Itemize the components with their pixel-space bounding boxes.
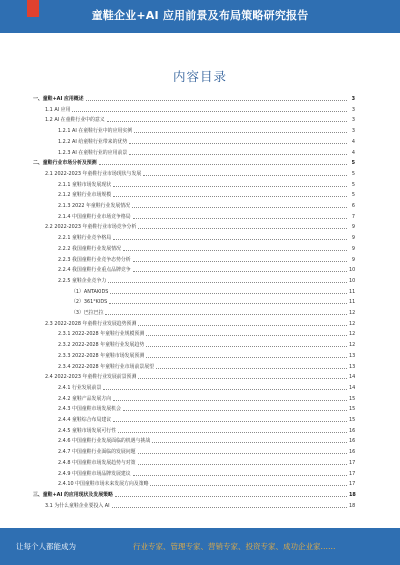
toc-leader-dots xyxy=(109,303,347,304)
toc-entry-label: 2.3.2 2022-2028 年童鞋行业发展趋势 xyxy=(58,342,145,349)
toc-leader-dots xyxy=(146,335,347,336)
toc-leader-dots xyxy=(143,175,347,176)
toc-entry-page: 15 xyxy=(349,406,356,413)
toc-entry-page: 7 xyxy=(351,213,355,220)
toc-leader-dots xyxy=(123,410,347,411)
toc-entry[interactable] xyxy=(58,436,355,444)
toc-entry-page: 9 xyxy=(351,256,355,263)
toc-entry-label: （1）ANTAKIDS xyxy=(71,288,109,295)
toc-entry-page: 13 xyxy=(349,352,356,359)
toc-entry-page: 15 xyxy=(349,395,356,402)
toc-entry-label: 二、童鞋行业市场分析及预测 xyxy=(33,160,97,167)
toc-entry[interactable] xyxy=(58,201,355,209)
toc-leader-dots xyxy=(110,293,347,294)
toc-entry-page: 4 xyxy=(351,149,355,156)
toc-entry-label: 1.2 AI 在童鞋行业中的意义 xyxy=(45,117,105,124)
toc-entry-label: （3）巴拉巴拉 xyxy=(71,310,104,316)
toc-entry-label: 2.1.1 童鞋市场发展现状 xyxy=(58,181,112,188)
toc-leader-dots xyxy=(138,228,347,229)
toc-entry-label: 2.2.4 我国童鞋行业重点品牌竞争 xyxy=(58,267,131,274)
toc-entry-label: 2.4.3 中国童鞋市场发展机会 xyxy=(58,406,121,413)
toc-entry[interactable] xyxy=(58,233,355,241)
toc-entry-label: 2.1.3 2022 年童鞋行业发展情况 xyxy=(58,203,131,209)
toc-entry-page: 13 xyxy=(349,363,356,370)
toc-leader-dots xyxy=(115,496,347,497)
toc-entry-page: 11 xyxy=(349,288,356,295)
toc-entry-page: 16 xyxy=(349,438,356,445)
toc-entry[interactable] xyxy=(58,479,355,487)
toc-entry[interactable] xyxy=(58,362,355,370)
toc-entry[interactable] xyxy=(58,180,355,188)
toc-entry[interactable] xyxy=(71,297,355,305)
toc-entry-page: 9 xyxy=(351,245,355,252)
toc-entry-page: 12 xyxy=(349,320,356,327)
toc-entry[interactable] xyxy=(45,501,355,509)
toc-entry[interactable] xyxy=(58,383,355,391)
toc-entry-label: 1.2.2 AI 给童鞋行业带来的优势 xyxy=(58,138,128,145)
toc-entry[interactable] xyxy=(58,394,355,402)
toc-entry-label: 2.4.9 中国童鞋市场品牌发展建议 xyxy=(58,470,131,477)
toc-entry[interactable] xyxy=(33,158,355,166)
toc-leader-dots xyxy=(129,143,347,144)
toc-entry-label: 2.3.1 2022-2028 年童鞋行业规模预测 xyxy=(58,331,145,338)
toc-entry-page: 17 xyxy=(349,459,356,466)
toc-entry-label: 三、童鞋+AI 的应用现状及发展策略 xyxy=(33,491,113,498)
toc-entry-page: 3 xyxy=(351,117,355,124)
toc-leader-dots xyxy=(113,239,347,240)
toc-entry[interactable] xyxy=(58,447,355,455)
toc-leader-dots xyxy=(133,475,347,476)
report-title: 童鞋企业+AI 应用前景及布局策略研究报告 xyxy=(91,9,309,22)
toc-entry[interactable] xyxy=(33,490,355,498)
toc-entry-label: 2.4.6 中国童鞋行业发展面临的机遇与挑战 xyxy=(58,438,151,445)
toc-entry-label: 2.4 2022-2023 年童鞋行业发展前景预测 xyxy=(45,374,137,381)
toc-entry-page: 14 xyxy=(349,374,356,381)
toc-entry-page: 6 xyxy=(351,203,355,209)
toc-entry-page: 5 xyxy=(351,170,355,177)
toc-entry-label: 2.4.7 中国童鞋行业面临的发展问题 xyxy=(58,449,136,456)
toc-entry-label: 2.3.3 2022-2028 年童鞋市场发展预测 xyxy=(58,352,145,359)
toc-entry-page: 5 xyxy=(351,160,355,167)
toc-leader-dots xyxy=(99,164,347,165)
toc-leader-dots xyxy=(150,485,347,486)
toc-entry[interactable] xyxy=(58,458,355,466)
toc-entry[interactable] xyxy=(71,287,355,295)
toc-leader-dots xyxy=(138,325,347,326)
toc-entry-page: 3 xyxy=(351,128,355,135)
toc-entry-label: 2.4.10 中国童鞋市场未来发展方向及策略 xyxy=(58,481,149,488)
toc-entry-page: 4 xyxy=(351,138,355,145)
toc-entry[interactable] xyxy=(58,415,355,423)
toc-leader-dots xyxy=(132,207,347,208)
toc-entry[interactable] xyxy=(45,372,355,380)
toc-entry-label: 1.2.1 AI 在童鞋行业中的应用实例 xyxy=(58,128,133,135)
toc-entry-page: 5 xyxy=(351,181,355,188)
toc-entry[interactable] xyxy=(45,222,355,230)
toc-entry[interactable] xyxy=(58,469,355,477)
toc-entry[interactable] xyxy=(33,94,355,102)
toc-leader-dots xyxy=(133,271,347,272)
toc-entry-label: 2.2.3 我国童鞋行业竞争态势分析 xyxy=(58,256,131,263)
toc-entry-label: 2.4.1 行业发展前景 xyxy=(58,384,102,391)
toc-entry-page: 16 xyxy=(349,427,356,434)
toc-leader-dots xyxy=(113,421,347,422)
toc-entry-label: 1.2.3 AI 在童鞋行业的应用前景 xyxy=(58,149,128,156)
toc-entry-page: 10 xyxy=(349,277,356,284)
toc-leader-dots xyxy=(113,196,347,197)
toc-entry-label: 2.2 2022-2023 年童鞋行业市场竞争分析 xyxy=(45,224,137,231)
toc-entry[interactable] xyxy=(58,351,355,359)
toc-leader-dots xyxy=(146,346,347,347)
toc-entry-page: 15 xyxy=(349,417,356,423)
toc-leader-dots xyxy=(152,442,347,443)
toc-entry-label: （2）361°KIDS xyxy=(71,299,108,306)
toc-leader-dots xyxy=(138,453,347,454)
footer-roles-text: 行业专家、管理专家、营销专家、投资专家、成功企业家…… xyxy=(133,542,336,551)
toc-entry-label: 2.1 2022-2023 年童鞋行业市场现状与发展 xyxy=(45,170,142,177)
toc-leader-dots xyxy=(72,111,347,112)
toc-entry-page: 18 xyxy=(349,502,356,509)
toc-entry-label: 1.1 AI 应用 xyxy=(45,106,71,113)
toc-leader-dots xyxy=(129,154,347,155)
toc-entry[interactable] xyxy=(45,115,355,123)
toc-entry[interactable] xyxy=(71,308,355,316)
toc-entry-page: 5 xyxy=(351,192,355,199)
toc-entry-page: 3 xyxy=(351,96,355,102)
toc-leader-dots xyxy=(138,464,347,465)
toc-entry[interactable] xyxy=(58,126,355,134)
toc-leader-dots xyxy=(112,507,347,508)
toc-entry[interactable] xyxy=(45,319,355,327)
toc-entry[interactable] xyxy=(45,105,355,113)
toc-entry[interactable] xyxy=(58,426,355,434)
toc-entry-page: 14 xyxy=(349,384,356,391)
toc-entry-page: 10 xyxy=(349,267,356,274)
toc-leader-dots xyxy=(133,218,347,219)
toc-entry-label: 2.1.4 中国童鞋行业市场竞争格局 xyxy=(58,213,131,220)
toc-entry-page: 9 xyxy=(351,235,355,242)
toc-entry-label: 2.4.4 童鞋综合布局建议 xyxy=(58,417,112,423)
toc-leader-dots xyxy=(123,250,347,251)
toc-leader-dots xyxy=(103,389,347,390)
toc-entry-label: 2.3.4 2022-2028 年童鞋行业市场前景展望 xyxy=(58,363,155,370)
table-of-contents xyxy=(0,94,400,514)
toc-entry-page: 12 xyxy=(349,342,356,349)
toc-entry-label: 2.2.1 童鞋行业竞争格局 xyxy=(58,235,112,242)
toc-entry-page: 12 xyxy=(349,310,356,316)
toc-entry-label: 2.4.5 童鞋市场发展可行性 xyxy=(58,427,117,434)
toc-leader-dots xyxy=(133,261,347,262)
toc-entry-label: 2.2.2 我国童鞋行业发展情况 xyxy=(58,245,121,252)
toc-entry-page: 18 xyxy=(349,491,356,498)
toc-entry-page: 3 xyxy=(351,106,355,113)
toc-entry-label: 2.4.8 中国童鞋市场发展趋势与对策 xyxy=(58,459,136,466)
toc-leader-dots xyxy=(113,186,347,187)
toc-entry[interactable] xyxy=(45,169,355,177)
toc-entry[interactable] xyxy=(58,329,355,337)
toc-entry-page: 12 xyxy=(349,331,356,338)
toc-entry-label: 3.1 为什么童鞋企业要投入 AI xyxy=(45,502,110,509)
footer-lead-text: 让每个人都能成为 xyxy=(16,542,76,551)
toc-entry[interactable] xyxy=(58,404,355,412)
toc-entry[interactable] xyxy=(58,212,355,220)
toc-entry-page: 17 xyxy=(349,481,356,488)
toc-title: 内容目录 xyxy=(172,69,227,84)
toc-leader-dots xyxy=(134,132,347,133)
toc-entry[interactable] xyxy=(58,255,355,263)
toc-entry-page: 16 xyxy=(349,449,356,456)
footer-bar xyxy=(0,528,400,565)
toc-leader-dots xyxy=(86,100,347,101)
toc-entry[interactable] xyxy=(58,148,355,156)
toc-entry-label: 2.2.5 童鞋企业竞争力 xyxy=(58,277,107,284)
toc-entry[interactable] xyxy=(58,265,355,273)
toc-entry-page: 9 xyxy=(351,224,355,231)
toc-leader-dots xyxy=(146,357,347,358)
toc-leader-dots xyxy=(138,378,347,379)
toc-entry[interactable] xyxy=(58,340,355,348)
toc-entry[interactable] xyxy=(58,276,355,284)
toc-leader-dots xyxy=(118,432,347,433)
toc-leader-dots xyxy=(156,368,347,369)
toc-entry-label: 一、童鞋+AI 应用概述 xyxy=(33,96,84,102)
toc-entry-label: 2.3 2022-2028 年童鞋行业发展趋势预测 xyxy=(45,320,137,327)
toc-entry[interactable] xyxy=(58,244,355,252)
toc-entry-page: 17 xyxy=(349,470,356,477)
toc-entry[interactable] xyxy=(58,137,355,145)
toc-entry-label: 2.4.2 童鞋产品发展方向 xyxy=(58,395,112,402)
toc-leader-dots xyxy=(113,400,347,401)
toc-entry[interactable] xyxy=(58,190,355,198)
toc-leader-dots xyxy=(105,314,347,315)
toc-leader-dots xyxy=(107,121,347,122)
header-bar xyxy=(0,0,400,33)
toc-entry-label: 2.1.2 童鞋行业市场规模 xyxy=(58,192,112,199)
toc-entry-page: 11 xyxy=(349,299,356,306)
toc-leader-dots xyxy=(108,282,347,283)
